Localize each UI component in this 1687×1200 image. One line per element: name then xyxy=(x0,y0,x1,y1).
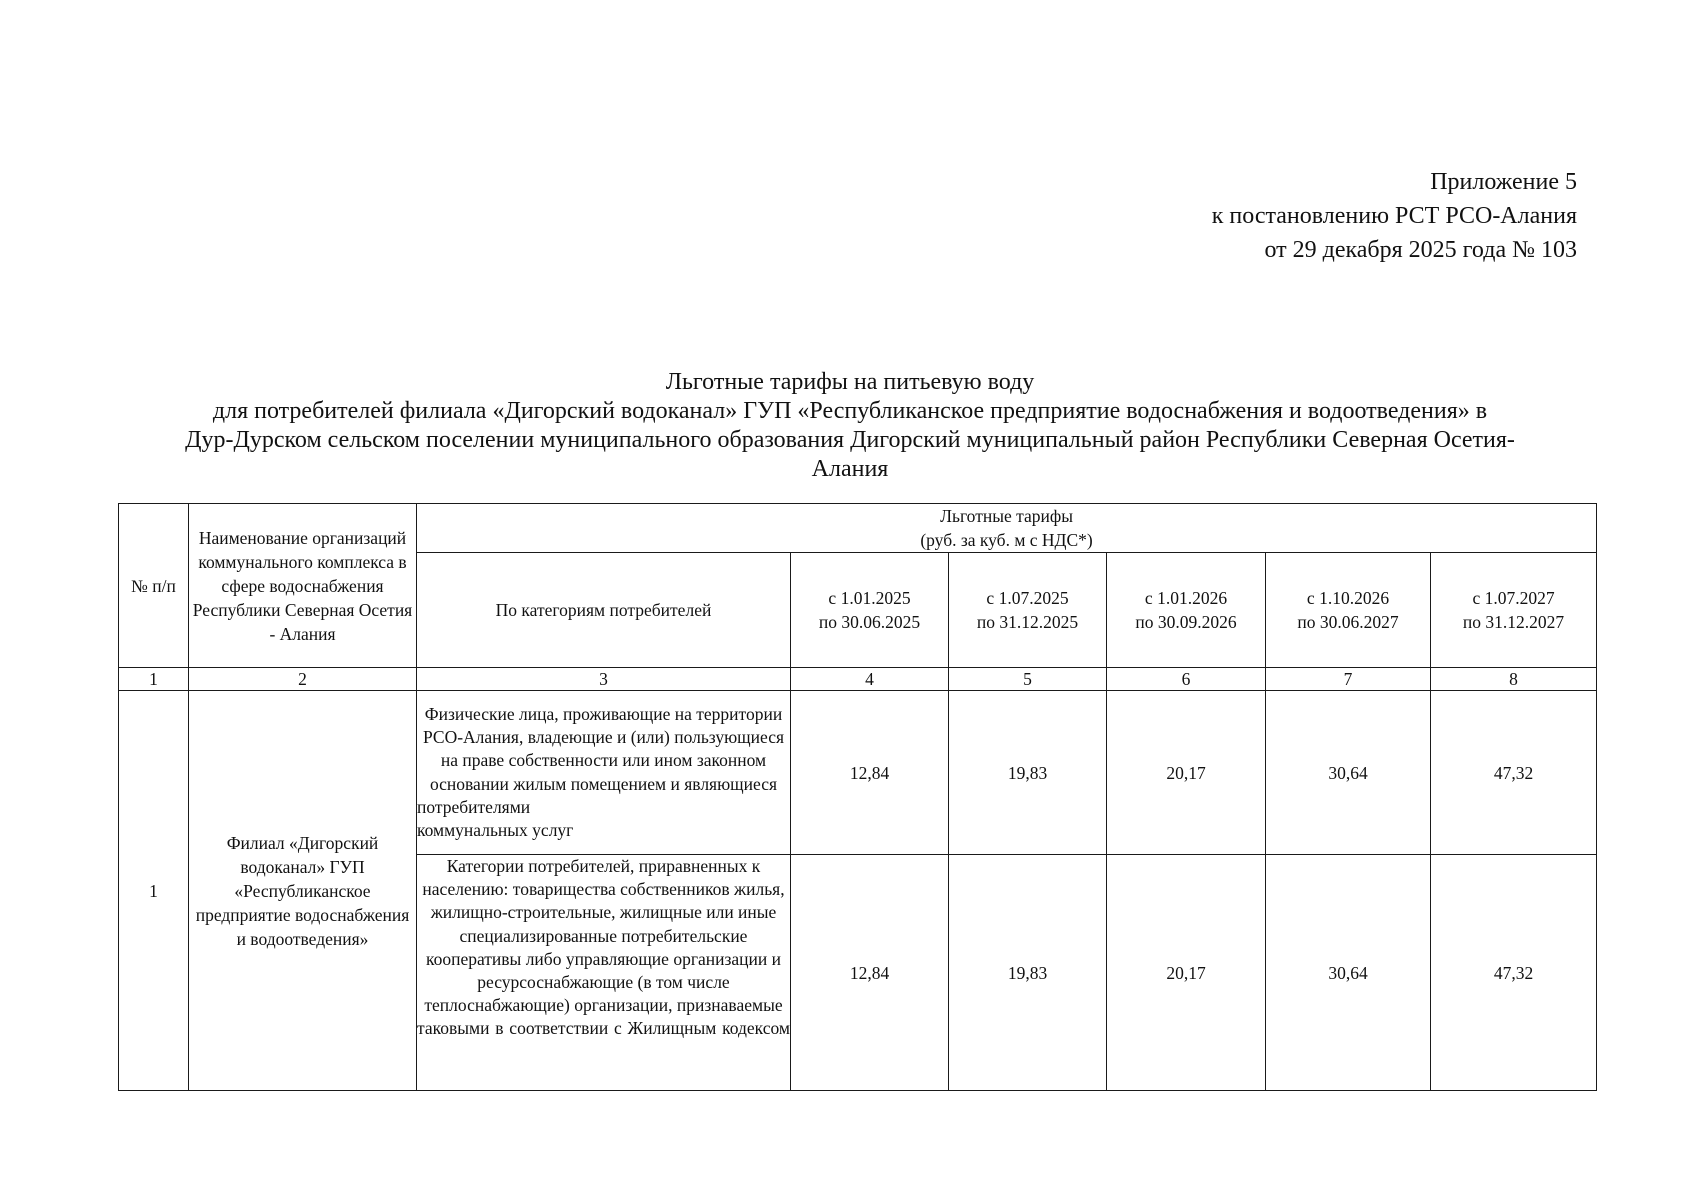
tariff-value: 20,17 xyxy=(1107,855,1266,1091)
period-to: по 30.06.2027 xyxy=(1297,612,1399,632)
header-tariffs-title: Льготные тарифы xyxy=(940,506,1073,526)
header-period-3 xyxy=(1107,553,1266,668)
header-period-4 xyxy=(1266,553,1431,668)
header-category: По категориям потребителей xyxy=(417,553,791,668)
column-number-row xyxy=(119,668,1597,691)
header-period-1 xyxy=(791,553,949,668)
header-tariffs xyxy=(417,504,1597,553)
header-period-5 xyxy=(1431,553,1597,668)
appendix-block xyxy=(1212,165,1577,267)
column-number: 1 xyxy=(119,668,189,691)
period-from: с 1.01.2026 xyxy=(1144,588,1228,608)
tariff-value: 19,83 xyxy=(949,691,1107,855)
appendix-resolution: к постановлению РСТ РСО-Алания xyxy=(1211,203,1577,229)
period-from: с 1.10.2026 xyxy=(1306,588,1390,608)
header-row-main xyxy=(119,504,1597,553)
tariff-value: 12,84 xyxy=(791,691,949,855)
category-text: Физические лица, проживающие на территории РСО-Алания, владеющие и (или) пользующиеся на праве собственности или ином законном основании жилым помещением и являющиеся потребителями xyxy=(417,703,785,817)
tariff-value: 30,64 xyxy=(1266,855,1431,1091)
period-to: по 30.09.2026 xyxy=(1135,612,1237,632)
document-title xyxy=(110,368,1590,484)
title-line-4: Алания xyxy=(811,456,889,482)
row-num: 1 xyxy=(119,691,189,1091)
column-number: 7 xyxy=(1266,668,1431,691)
tariff-value: 19,83 xyxy=(949,855,1107,1091)
column-number: 6 xyxy=(1107,668,1266,691)
row-org-name: Филиал «Дигорский водоканал» ГУП «Республиканское предприятие водоснабжения и водоотведения» xyxy=(189,691,417,1091)
period-from: с 1.07.2027 xyxy=(1472,588,1555,608)
appendix-date: от 29 декабря 2025 года № 103 xyxy=(1264,237,1577,263)
header-org: Наименование организаций коммунального комплекса в сфере водоснабжения Республики Северная Осетия - Алания xyxy=(189,504,417,668)
column-number: 4 xyxy=(791,668,949,691)
header-tariffs-unit: (руб. за куб. м с НДС*) xyxy=(920,530,1093,550)
period-to: по 31.12.2027 xyxy=(1462,612,1565,632)
tariff-value: 47,32 xyxy=(1431,855,1597,1091)
category-text: Категории потребителей, приравненных к населению: товарищества собственников жилья, жилищно-строительные, жилищные или иные специализированные потребительские кооперативы либо управляющие организации и ресурсоснабжающие (в том числе теплоснабжающие) организации, признаваемые таковыми в соответствии с Жилищным кодексом xyxy=(417,856,790,1039)
title-line-2: для потребителей филиала «Дигорский водоканал» ГУП «Республиканское предприятие водоснабжения и водоотведения» в xyxy=(212,398,1488,424)
tariff-value: 30,64 xyxy=(1266,691,1431,855)
header-period-2 xyxy=(949,553,1107,668)
period-from: с 1.07.2025 xyxy=(986,588,1069,608)
period-from: с 1.01.2025 xyxy=(828,588,911,608)
appendix-title: Приложение 5 xyxy=(1430,169,1577,195)
category-cell xyxy=(417,855,791,1091)
tariff-value: 20,17 xyxy=(1107,691,1266,855)
tariffs-table xyxy=(118,503,1597,1091)
title-line-3: Дур-Дурском сельском поселении муниципального образования Дигорский муниципальный район Республики Северная Осетия- xyxy=(185,427,1515,453)
table-row xyxy=(119,691,1597,855)
period-to: по 30.06.2025 xyxy=(818,612,921,632)
tariff-value: 12,84 xyxy=(791,855,949,1091)
category-cell xyxy=(417,691,791,855)
column-number: 3 xyxy=(417,668,791,691)
column-number: 5 xyxy=(949,668,1107,691)
column-number: 8 xyxy=(1431,668,1597,691)
column-number: 2 xyxy=(189,668,417,691)
tariff-value: 47,32 xyxy=(1431,691,1597,855)
title-line-1: Льготные тарифы на питьевую воду xyxy=(665,369,1035,395)
period-to: по 31.12.2025 xyxy=(976,612,1079,632)
header-num: № п/п xyxy=(119,504,189,668)
category-text-last: коммунальных услуг xyxy=(417,819,574,840)
